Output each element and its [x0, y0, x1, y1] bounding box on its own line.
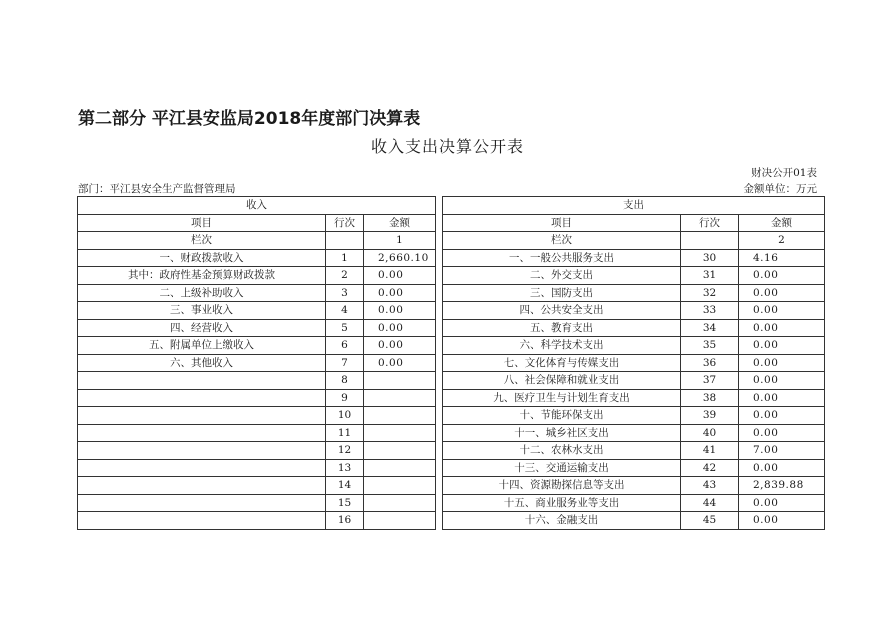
income-item [78, 477, 326, 495]
expense-amount: 0.00 [739, 337, 825, 355]
column-gap [436, 477, 443, 495]
column-gap [436, 442, 443, 460]
table-row [78, 249, 825, 267]
income-item [78, 459, 326, 477]
column-gap [436, 284, 443, 302]
expense-row-no: 38 [681, 389, 739, 407]
income-row-no: 2 [326, 267, 364, 285]
column-gap [436, 197, 443, 215]
section-header-row [78, 197, 825, 215]
expense-item: 三、国防支出 [443, 284, 681, 302]
expense-row-no: 31 [681, 267, 739, 285]
income-row-no: 10 [326, 407, 364, 425]
income-amount: 0.00 [364, 267, 436, 285]
expense-amount: 0.00 [739, 494, 825, 512]
expense-row-no: 30 [681, 249, 739, 267]
income-row-no: 3 [326, 284, 364, 302]
expense-item: 十四、资源勘探信息等支出 [443, 477, 681, 495]
income-row-no: 11 [326, 424, 364, 442]
expense-amount: 0.00 [739, 512, 825, 530]
income-row-no: 7 [326, 354, 364, 372]
income-item: 四、经营收入 [78, 319, 326, 337]
income-amount: 0.00 [364, 302, 436, 320]
expense-item: 四、公共安全支出 [443, 302, 681, 320]
table-row [78, 302, 825, 320]
expense-row-no: 36 [681, 354, 739, 372]
income-row-no: 5 [326, 319, 364, 337]
expense-item: 十一、城乡社区支出 [443, 424, 681, 442]
income-amount [364, 494, 436, 512]
expense-amount: 0.00 [739, 459, 825, 477]
income-row-no: 14 [326, 477, 364, 495]
income-amount: 0.00 [364, 319, 436, 337]
income-row-no: 15 [326, 494, 364, 512]
income-amount [364, 424, 436, 442]
column-gap [436, 354, 443, 372]
expense-item: 二、外交支出 [443, 267, 681, 285]
income-item [78, 494, 326, 512]
income-amount [364, 512, 436, 530]
col-header-item: 项目 [78, 214, 326, 232]
column-gap [436, 494, 443, 512]
expense-amount: 0.00 [739, 372, 825, 390]
income-expense-table [77, 196, 825, 530]
table-row [78, 494, 825, 512]
expense-row-no: 41 [681, 442, 739, 460]
table-row [78, 442, 825, 460]
income-row-no: 12 [326, 442, 364, 460]
expense-amount: 7.00 [739, 442, 825, 460]
empty-cell [681, 232, 739, 250]
income-amount: 0.00 [364, 337, 436, 355]
table-row [78, 424, 825, 442]
column-gap [436, 372, 443, 390]
income-item: 其中：政府性基金预算财政拨款 [78, 267, 326, 285]
col-header-row-no: 行次 [326, 214, 364, 232]
table-row [78, 389, 825, 407]
table-row [78, 284, 825, 302]
column-gap [436, 214, 443, 232]
page-title: 收入支出决算公开表 [370, 137, 524, 156]
income-item: 六、其他收入 [78, 354, 326, 372]
table-row [78, 337, 825, 355]
table-row [78, 319, 825, 337]
column-header-row [78, 214, 825, 232]
part-title: 第二部分 平江县安监局2018年度部门决算表 [78, 109, 421, 129]
table-row [78, 477, 825, 495]
column-gap [436, 319, 443, 337]
expense-amount: 2,839.88 [739, 477, 825, 495]
column-gap [436, 424, 443, 442]
col-header-row-no: 行次 [681, 214, 739, 232]
table-row [78, 372, 825, 390]
income-row-no: 6 [326, 337, 364, 355]
table-row [78, 459, 825, 477]
column-gap [436, 232, 443, 250]
expense-item: 十二、农林水支出 [443, 442, 681, 460]
col-header-amount: 金额 [739, 214, 825, 232]
expense-item: 五、教育支出 [443, 319, 681, 337]
expense-item: 十六、金融支出 [443, 512, 681, 530]
income-row-no: 9 [326, 389, 364, 407]
expense-row-no: 44 [681, 494, 739, 512]
col-header-item: 项目 [443, 214, 681, 232]
income-item [78, 372, 326, 390]
expense-item: 六、科学技术支出 [443, 337, 681, 355]
expense-row-no: 43 [681, 477, 739, 495]
expense-row-no: 32 [681, 284, 739, 302]
column-gap [436, 249, 443, 267]
lanci-number: 2 [739, 232, 825, 250]
income-row-no: 1 [326, 249, 364, 267]
expense-amount: 0.00 [739, 319, 825, 337]
expense-row-no: 40 [681, 424, 739, 442]
income-amount: 0.00 [364, 284, 436, 302]
expense-item: 九、医疗卫生与计划生育支出 [443, 389, 681, 407]
expense-row-no: 34 [681, 319, 739, 337]
table-row [78, 354, 825, 372]
amount-unit-label: 金额单位：万元 [743, 183, 817, 195]
expense-row-no: 35 [681, 337, 739, 355]
income-amount: 2,660.10 [364, 249, 436, 267]
income-amount [364, 442, 436, 460]
expense-row-no: 37 [681, 372, 739, 390]
income-row-no: 16 [326, 512, 364, 530]
column-gap [436, 389, 443, 407]
expense-row-no: 39 [681, 407, 739, 425]
income-amount: 0.00 [364, 354, 436, 372]
col-header-amount: 金额 [364, 214, 436, 232]
income-row-no: 13 [326, 459, 364, 477]
expense-amount: 0.00 [739, 267, 825, 285]
column-number-row [78, 232, 825, 250]
income-row-no: 8 [326, 372, 364, 390]
column-gap [436, 459, 443, 477]
income-item: 二、上级补助收入 [78, 284, 326, 302]
expense-amount: 0.00 [739, 284, 825, 302]
column-gap [436, 267, 443, 285]
expense-amount: 0.00 [739, 424, 825, 442]
income-amount [364, 389, 436, 407]
income-item [78, 389, 326, 407]
expense-row-no: 33 [681, 302, 739, 320]
expense-item: 一、一般公共服务支出 [443, 249, 681, 267]
income-amount [364, 477, 436, 495]
expense-amount: 4.16 [739, 249, 825, 267]
expense-item: 十、节能环保支出 [443, 407, 681, 425]
income-amount [364, 407, 436, 425]
income-amount [364, 459, 436, 477]
income-item: 五、附属单位上缴收入 [78, 337, 326, 355]
column-gap [436, 337, 443, 355]
income-item [78, 407, 326, 425]
expense-row-no: 42 [681, 459, 739, 477]
column-gap [436, 407, 443, 425]
expense-item: 十三、交通运输支出 [443, 459, 681, 477]
expense-item: 七、文化体育与传媒支出 [443, 354, 681, 372]
lanci-label: 栏次 [78, 232, 326, 250]
table-row [78, 512, 825, 530]
expense-item: 十五、商业服务业等支出 [443, 494, 681, 512]
expense-amount: 0.00 [739, 407, 825, 425]
lanci-label: 栏次 [443, 232, 681, 250]
lanci-number: 1 [364, 232, 436, 250]
empty-cell [326, 232, 364, 250]
income-item [78, 442, 326, 460]
income-amount [364, 372, 436, 390]
expense-amount: 0.00 [739, 389, 825, 407]
expense-item: 八、社会保障和就业支出 [443, 372, 681, 390]
income-header: 收入 [78, 197, 436, 215]
column-gap [436, 512, 443, 530]
expense-row-no: 45 [681, 512, 739, 530]
expense-header: 支出 [443, 197, 825, 215]
column-gap [436, 302, 443, 320]
income-item [78, 512, 326, 530]
income-row-no: 4 [326, 302, 364, 320]
table-row [78, 407, 825, 425]
department-label: 部门：平江县安全生产监督管理局 [78, 183, 236, 195]
expense-amount: 0.00 [739, 354, 825, 372]
table-row [78, 267, 825, 285]
income-item: 一、财政拨款收入 [78, 249, 326, 267]
income-item [78, 424, 326, 442]
expense-amount: 0.00 [739, 302, 825, 320]
form-number: 财决公开01表 [751, 167, 817, 179]
income-item: 三、事业收入 [78, 302, 326, 320]
